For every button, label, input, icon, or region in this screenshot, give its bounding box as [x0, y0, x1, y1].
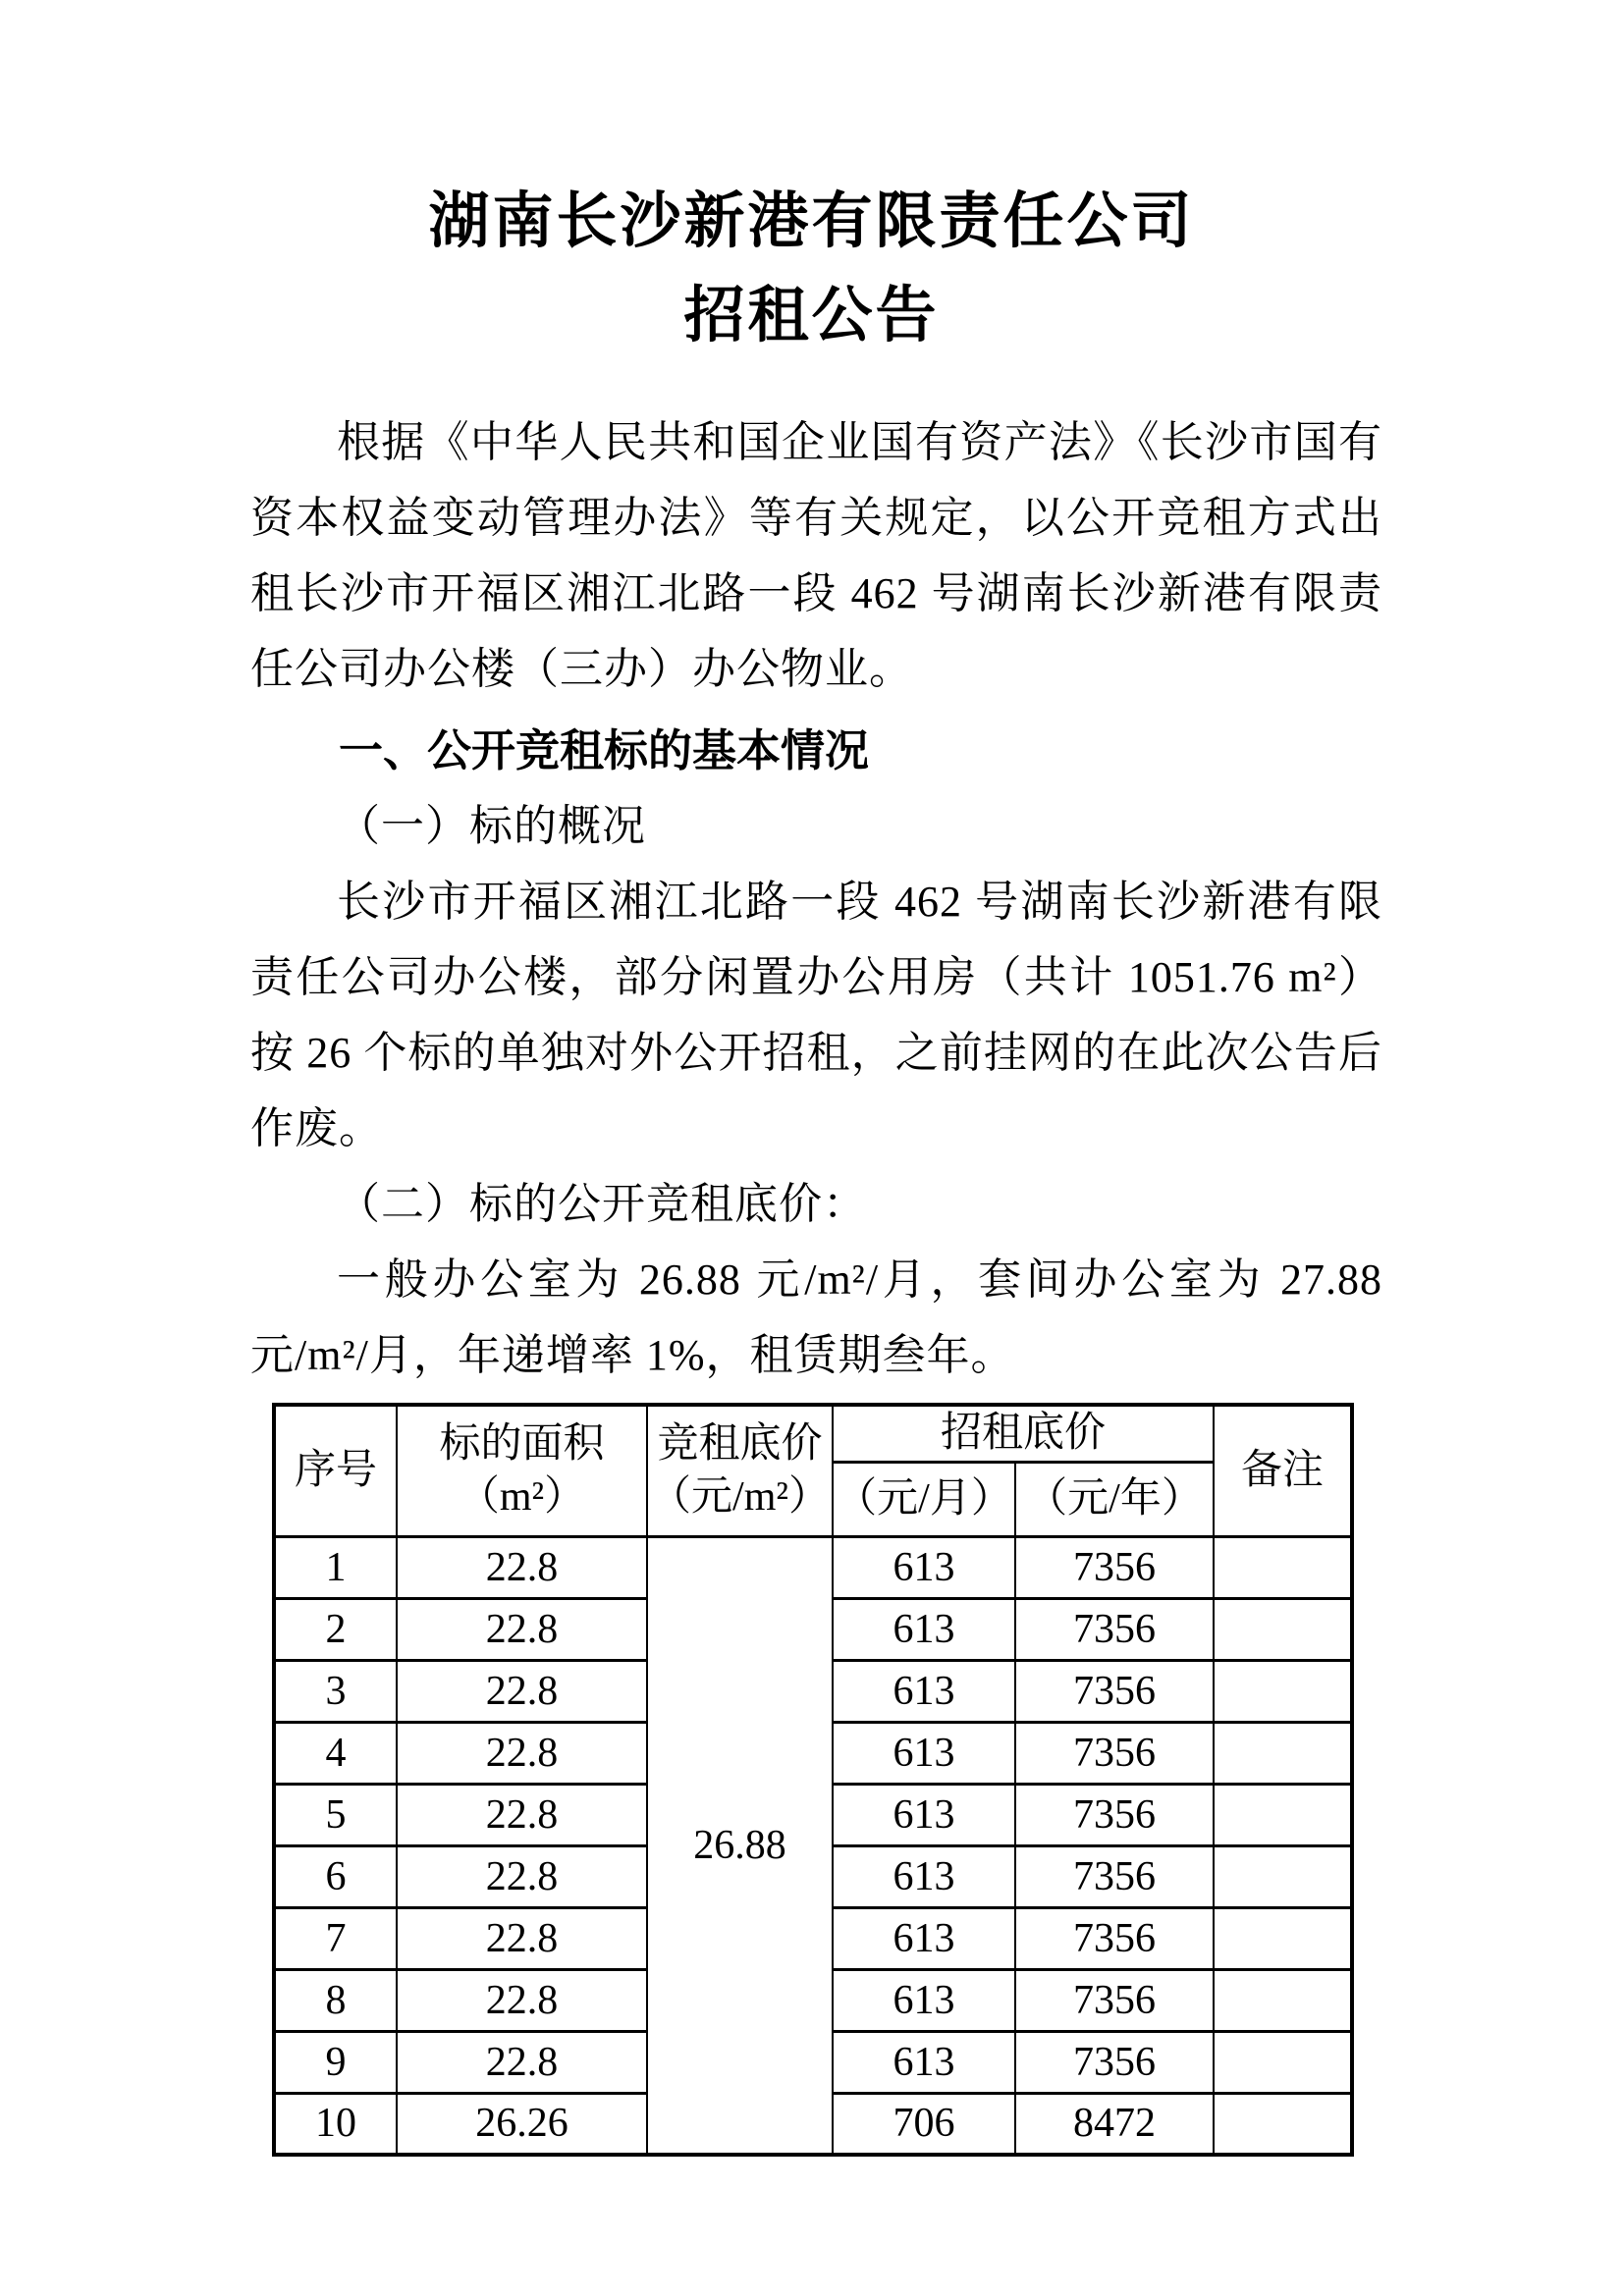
paragraph-intro: 根据《中华人民共和国企业国有资产法》《长沙市国有资本权益变动管理办法》等有关规定，以公开竞租方式出租长沙市开福区湘江北路一段 462 号湖南长沙新港有限责任公司办公楼（三办）办公物业。	[250, 418, 1382, 693]
cell-area: 22.8	[397, 1784, 647, 1845]
cell-note	[1214, 1907, 1352, 1969]
paragraph-price: 一般办公室为 26.88 元/m²/月，套间办公室为 27.88 元/m²/月，年递增率 1%，租赁期叁年。	[250, 1255, 1382, 1379]
document-title	[0, 0, 1623, 363]
cell-note	[1214, 1536, 1352, 1598]
cell-note	[1214, 1969, 1352, 2031]
cell-note	[1214, 1845, 1352, 1907]
cell-month: 613	[833, 1598, 1015, 1660]
cell-year: 7356	[1015, 1598, 1214, 1660]
document-title-line1: 湖南长沙新港有限责任公司	[428, 188, 1195, 255]
cell-area: 22.8	[397, 1536, 647, 1598]
cell-month: 613	[833, 2031, 1015, 2093]
cell-no: 10	[274, 2093, 397, 2155]
sub2-heading: （二）标的公开竞租底价：	[337, 1180, 867, 1228]
cell-year: 7356	[1015, 1907, 1214, 1969]
table-header	[274, 1405, 1352, 1536]
cell-note	[1214, 1722, 1352, 1784]
cell-area: 26.26	[397, 2093, 647, 2155]
cell-month: 613	[833, 1845, 1015, 1907]
header-rent-year: （元/年）	[1015, 1462, 1214, 1536]
cell-no: 6	[274, 1845, 397, 1907]
header-note: 备注	[1214, 1405, 1352, 1536]
header-no: 序号	[274, 1405, 397, 1536]
cell-note	[1214, 1598, 1352, 1660]
cell-month: 613	[833, 1969, 1015, 2031]
cell-month: 613	[833, 1722, 1015, 1784]
cell-no: 3	[274, 1660, 397, 1722]
cell-no: 9	[274, 2031, 397, 2093]
cell-area: 22.8	[397, 1598, 647, 1660]
cell-month: 613	[833, 1660, 1015, 1722]
cell-no: 5	[274, 1784, 397, 1845]
header-base-line1: 竞租底价	[657, 1420, 823, 1467]
cell-area: 22.8	[397, 1845, 647, 1907]
section1-heading: 一、公开竞租标的基本情况	[339, 725, 870, 775]
cell-area: 22.8	[397, 2031, 647, 2093]
header-area-line2: （m²）	[458, 1474, 586, 1521]
cell-area: 22.8	[397, 1660, 647, 1722]
cell-year: 7356	[1015, 2031, 1214, 2093]
cell-year: 7356	[1015, 1722, 1214, 1784]
cell-year: 7356	[1015, 1969, 1214, 2031]
cell-note	[1214, 2093, 1352, 2155]
header-area-line1: 标的面积	[439, 1420, 605, 1467]
header-rent-group: 招租底价	[833, 1405, 1214, 1462]
cell-year: 7356	[1015, 1845, 1214, 1907]
rental-price-table	[272, 1403, 1354, 2157]
cell-no: 2	[274, 1598, 397, 1660]
paragraph-overview: 长沙市开福区湘江北路一段 462 号湖南长沙新港有限责任公司办公楼，部分闲置办公用房（共计 1051.76 m²）按 26 个标的单独对外公开招租，之前挂网的在此次公告后作废。	[250, 878, 1382, 1152]
cell-no: 1	[274, 1536, 397, 1598]
cell-note	[1214, 1660, 1352, 1722]
cell-year: 7356	[1015, 1660, 1214, 1722]
cell-year: 7356	[1015, 1784, 1214, 1845]
header-rent-month: （元/月）	[833, 1462, 1015, 1536]
cell-no: 8	[274, 1969, 397, 2031]
cell-note	[1214, 2031, 1352, 2093]
cell-base-price-merged: 26.88	[647, 1536, 833, 2155]
cell-month: 706	[833, 2093, 1015, 2155]
cell-area: 22.8	[397, 1969, 647, 2031]
header-base-line2: （元/m²）	[650, 1474, 830, 1521]
cell-no: 4	[274, 1722, 397, 1784]
cell-month: 613	[833, 1536, 1015, 1598]
cell-month: 613	[833, 1907, 1015, 1969]
cell-no: 7	[274, 1907, 397, 1969]
sub1-heading: （一）标的概况	[337, 802, 646, 850]
cell-year: 8472	[1015, 2093, 1214, 2155]
table-row	[274, 1536, 1352, 1598]
document-body	[0, 404, 1623, 2157]
header-row-1	[274, 1405, 1352, 1462]
cell-month: 613	[833, 1784, 1015, 1845]
cell-note	[1214, 1784, 1352, 1845]
cell-year: 7356	[1015, 1536, 1214, 1598]
cell-area: 22.8	[397, 1907, 647, 1969]
header-base-price	[647, 1405, 833, 1536]
table-body	[274, 1536, 1352, 2155]
document-title-line2: 招租公告	[683, 283, 940, 349]
cell-area: 22.8	[397, 1722, 647, 1784]
header-area	[397, 1405, 647, 1536]
